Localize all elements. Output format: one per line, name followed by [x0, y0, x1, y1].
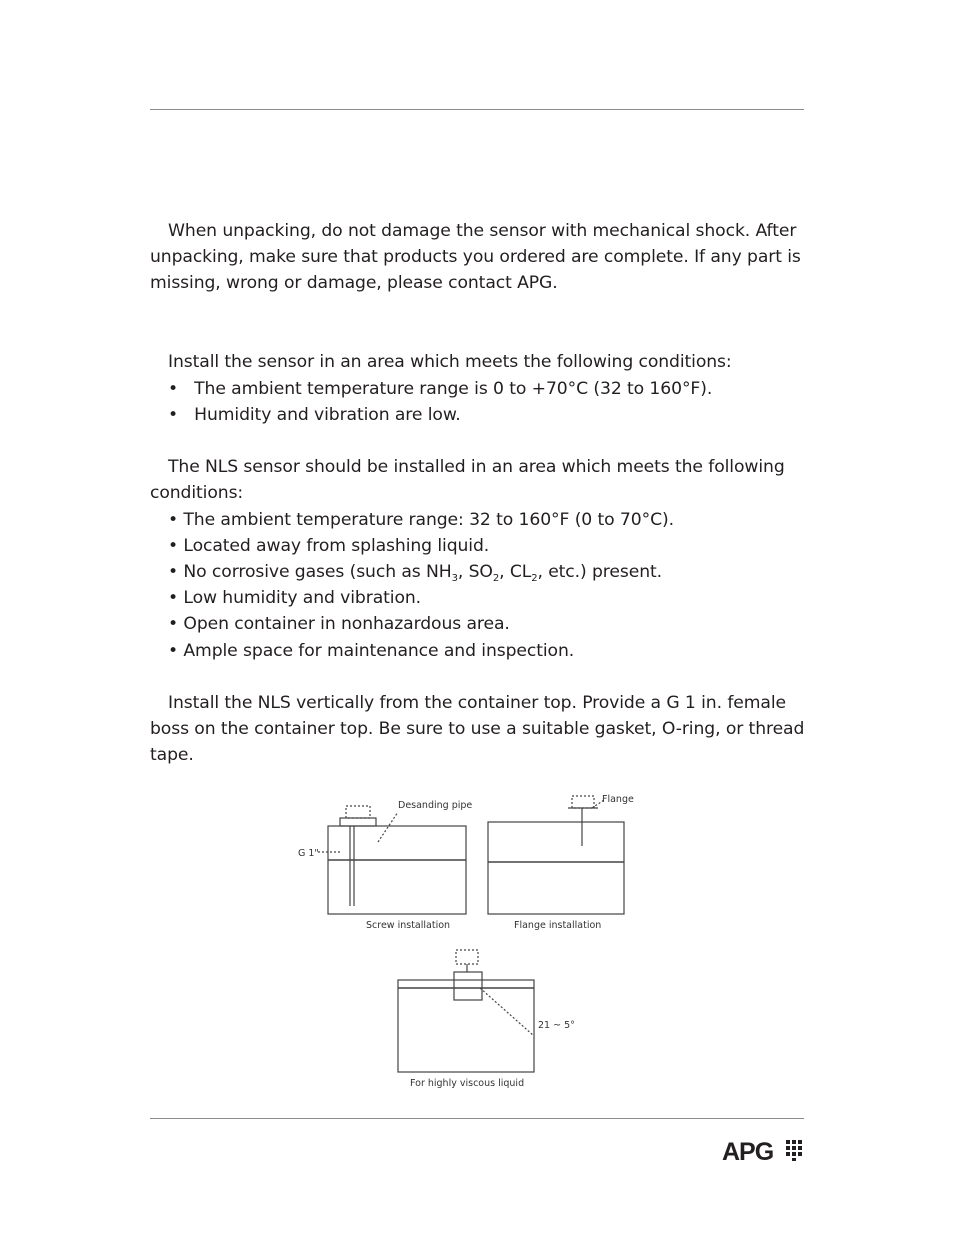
apg-logo [722, 1136, 806, 1166]
location-bullet-2-text: Humidity and vibration are low. [194, 405, 461, 425]
nls-intro: The NLS sensor should be installed in an area which meets the following conditions: [150, 457, 785, 503]
mounting-paragraph: Install the NLS vertically from the container top. Provide a G 1 in. female boss on the container top. Be sure to use a suitable gasket, O-ring, or thread tape. [150, 693, 805, 765]
flange-container-diagram [488, 796, 624, 914]
location-bullet-1: • The ambient temperature range is 0 to +70°C (32 to 160°F). [168, 379, 713, 399]
installation-figure [290, 788, 650, 1093]
screw-installation-caption: Screw installation [366, 920, 451, 931]
location-bullet-2: • Humidity and vibration are low. [168, 405, 461, 425]
flange-label: Flange [602, 794, 634, 805]
flange-installation-caption: Flange installation [514, 920, 602, 931]
nls-bullet-container: • Open container in nonhazardous area. [168, 614, 510, 634]
angle-label: 21 ~ 5° [538, 1020, 575, 1031]
viscous-container-diagram [398, 950, 534, 1072]
footer-rule [150, 1118, 804, 1119]
gas-sub-so2: 2 [492, 573, 500, 584]
gas-sub-nh3: 3 [451, 573, 458, 584]
location-intro: Install the sensor in an area which meets the following conditions: [168, 352, 732, 372]
nls-bullet-splashing: • Located away from splashing liquid. [168, 536, 490, 556]
gas-prefix: • No corrosive gases (such as NH [168, 562, 452, 582]
nls-bullet-temperature: • The ambient temperature range: 32 to 160°F (0 to 70°C). [168, 510, 674, 530]
apg-logo-grid-icon [786, 1140, 802, 1161]
nls-bullet-maintenance: • Ample space for maintenance and inspection. [168, 641, 575, 661]
g-thread-label: G 1" [298, 848, 319, 859]
apg-logo-text: APG [722, 1138, 774, 1166]
desanding-pipe-label: Desanding pipe [398, 800, 473, 811]
gas-sep-cl: , CL [499, 562, 532, 582]
gas-suffix: , etc.) present. [537, 562, 662, 582]
location-bullet-1-text: The ambient temperature range is 0 to +70°C (32 to 160°F). [194, 379, 713, 399]
viscous-liquid-caption: For highly viscous liquid [410, 1078, 525, 1089]
header-rule [150, 109, 804, 110]
gas-sep-so: , SO [457, 562, 493, 582]
screw-container-diagram [318, 806, 466, 914]
nls-bullet-gases [168, 559, 662, 585]
gas-sub-cl2: 2 [531, 573, 538, 584]
nls-bullet-humidity: • Low humidity and vibration. [168, 588, 422, 608]
unpacking-paragraph: When unpacking, do not damage the sensor with mechanical shock. After unpacking, make sure that products you ordered are complete. If any part is missing, wrong or damage, please contact APG. [150, 221, 801, 293]
